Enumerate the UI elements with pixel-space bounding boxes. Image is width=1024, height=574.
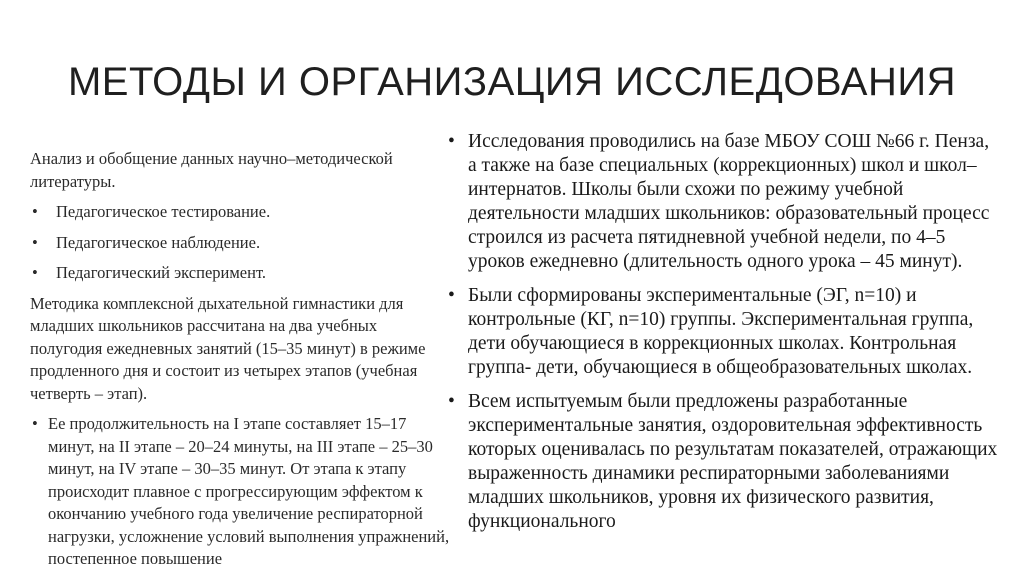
research-base-bullet: • Исследования проводились на базе МБОУ СОШ №66 г. Пенза, а также на базе специальных (коррекционных) школ и школ–интернатов. Школы были схожи по режиму учебной деятельности младших школьников: образовательный процесс строился из расчета пятидневной учебной недели, по 4–5 уроков ежедневно (длительность одного урока – 45 минут). <box>440 130 1000 274</box>
duration-bullet: • Ее продолжительность на I этапе составляет 15–17 минут, на II этапе – 20–24 минуты, на III этапе – 25–30 минут, на IV этапе – 30–35 минут. От этапа к этапу происходит плавное с прогрессирующим эффектом к окончанию учебного года увеличение респираторной нагрузки, усложнение условий выполнения упражнений, постепенное повышение <box>30 413 450 571</box>
slide-title: МЕТОДЫ И ОРГАНИЗАЦИЯ ИССЛЕДОВАНИЯ <box>67 60 956 104</box>
right-column <box>440 130 1000 544</box>
method-bullet-observation: • Педагогическое наблюдение. <box>30 232 450 255</box>
groups-bullet: • Были сформированы экспериментальные (ЭГ, n=10) и контрольные (КГ, n=10) группы. Экспериментальная группа, дети обучающиеся в коррекционных школах. Контрольная группа- дети, обучающиеся в общеобразовательных школах. <box>440 284 1000 380</box>
method-bullet-experiment: • Педагогический эксперимент. <box>30 262 450 285</box>
left-column <box>30 148 450 574</box>
method-bullet-testing: • Педагогическое тестирование. <box>30 201 450 224</box>
experimental-lessons-bullet: • Всем испытуемым были предложены разработанные экспериментальные занятия, оздоровительная эффективность которых оценивалась по результатам показателей, отражающих выраженность динамики респираторными заболеваниями младших школьников, уровня их физического развития, функционального <box>440 390 1000 534</box>
intro-paragraph: Анализ и обобщение данных научно–методической литературы. <box>30 149 393 191</box>
method-description-paragraph: Методика комплексной дыхательной гимнастики для младших школьников рассчитана на два учебных полугодия ежедневных занятий (15–35 минут) в режиме продленного дня и состоит из четырех этапов (учебная четверть – этап). <box>30 293 426 403</box>
